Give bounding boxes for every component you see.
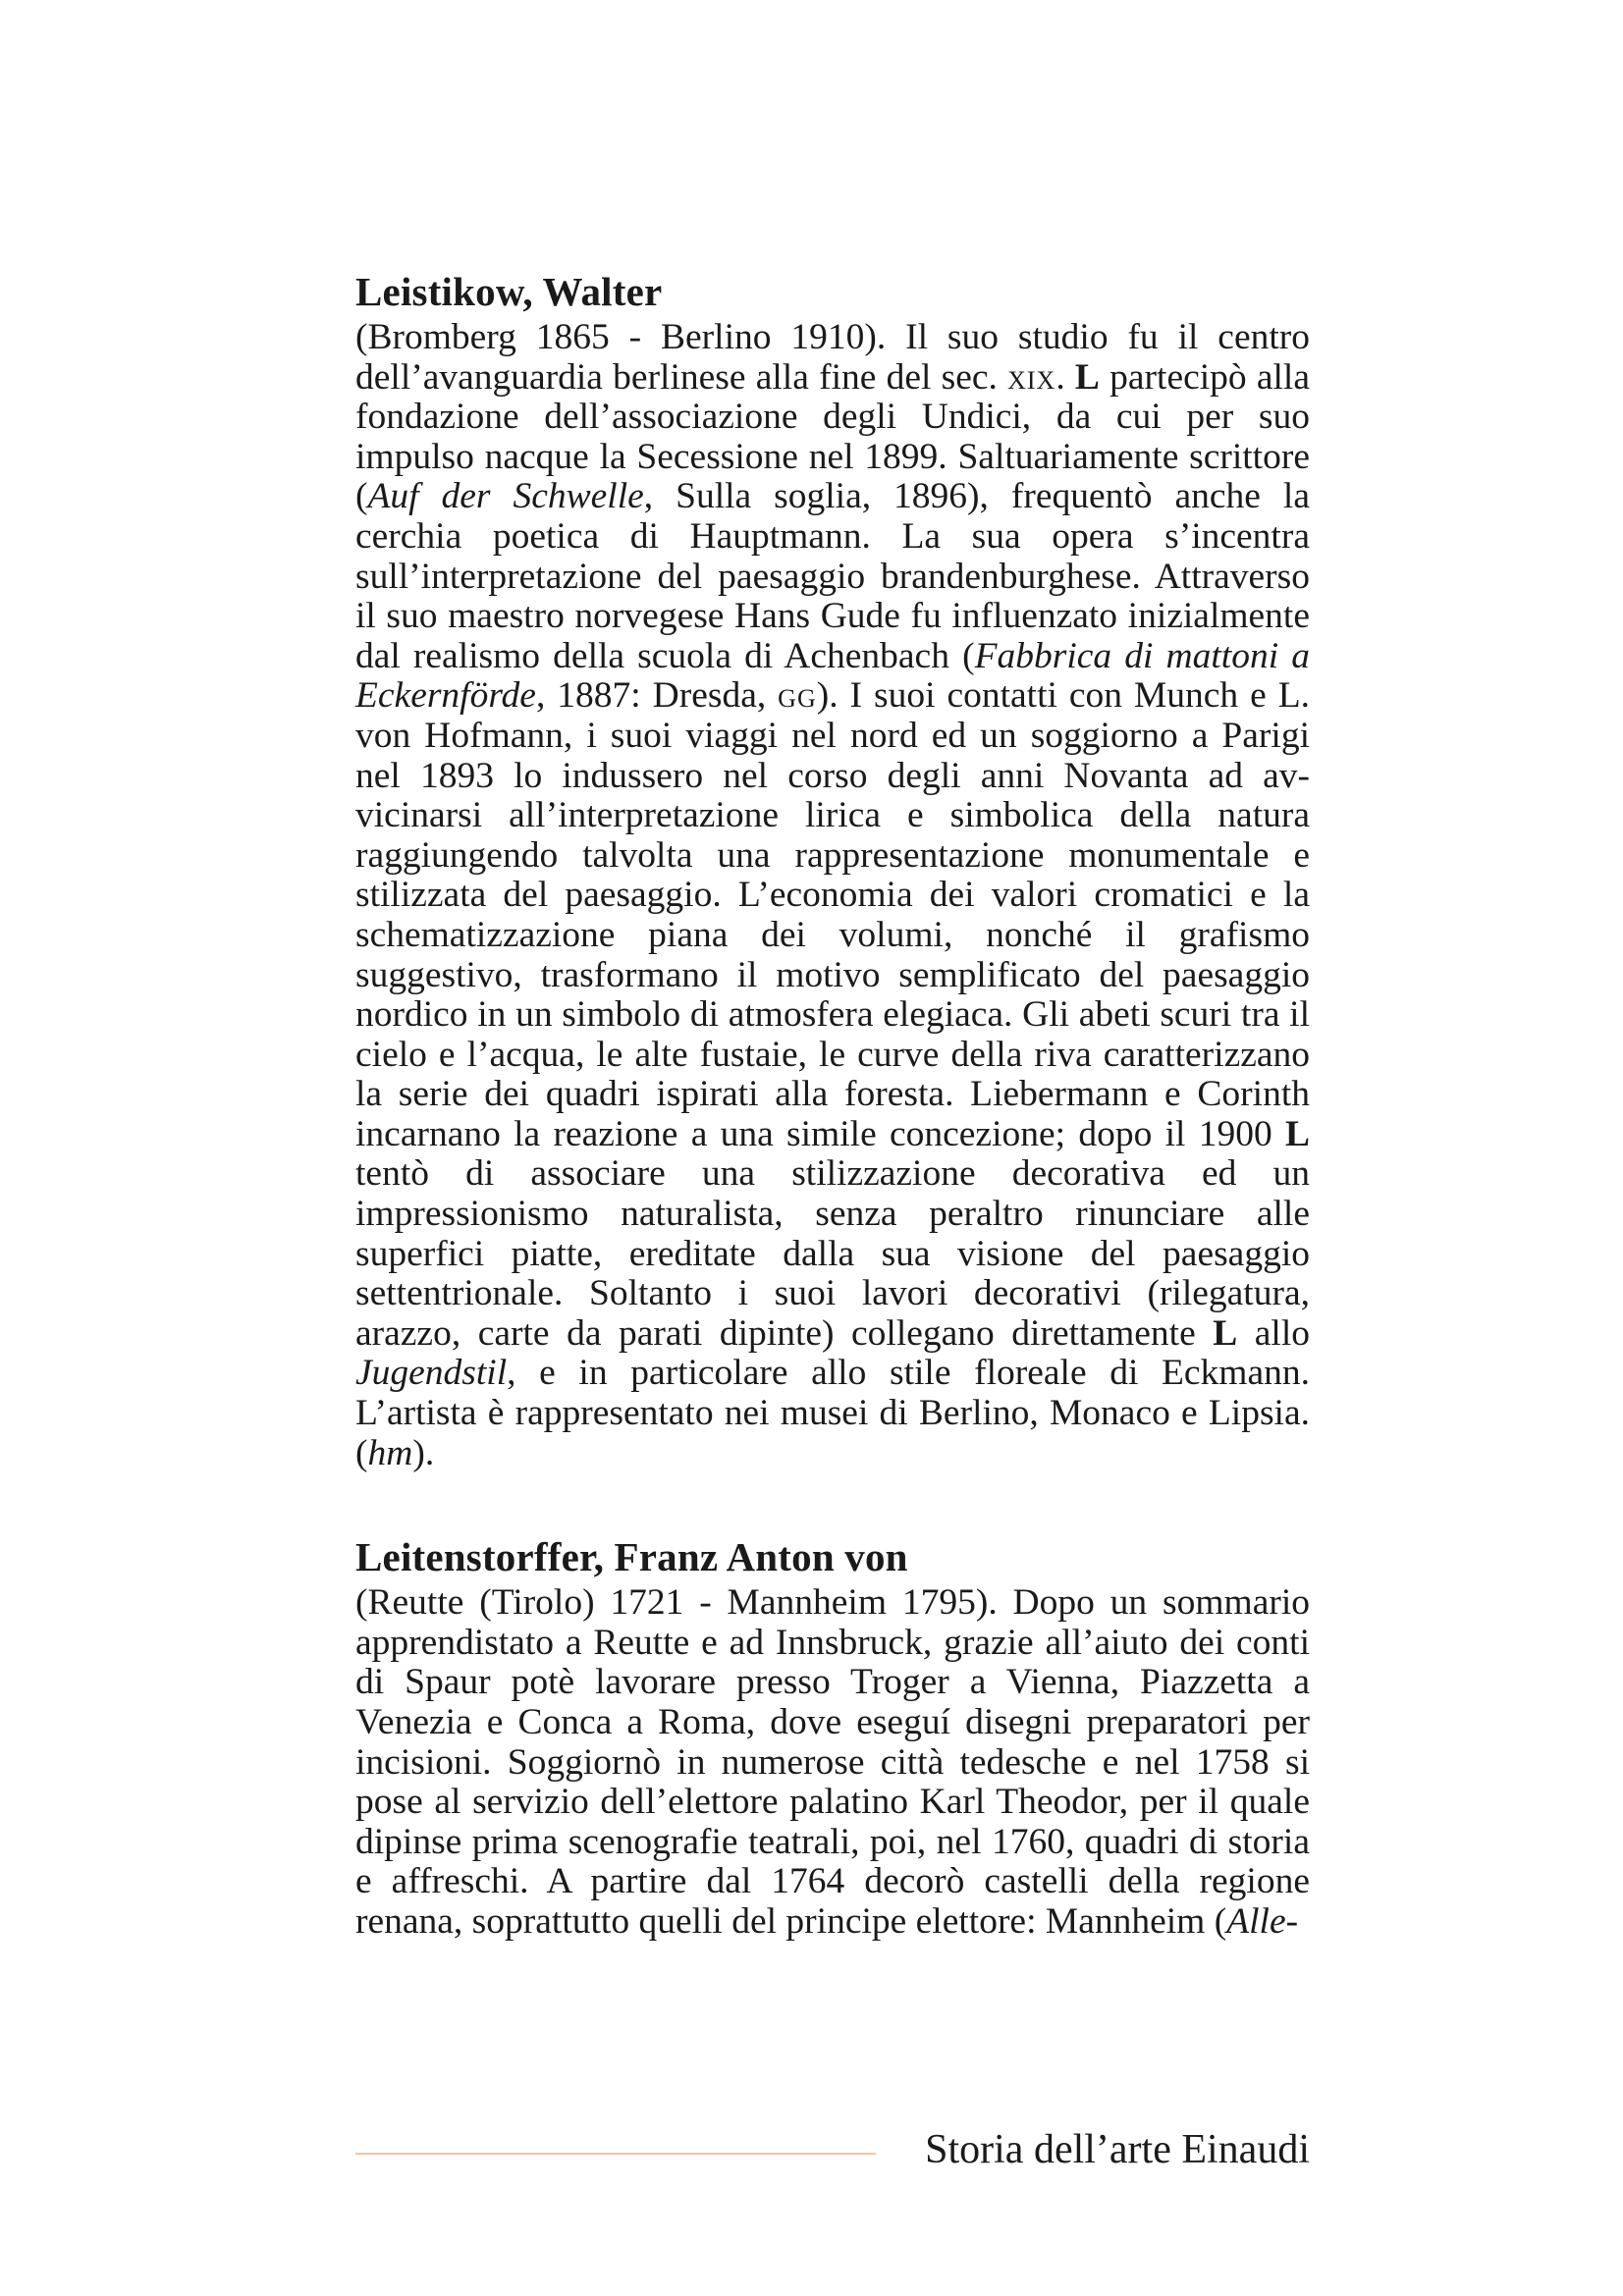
entry-body <box>355 318 1310 1473</box>
body-text: , 1887: Dresda, <box>535 675 779 717</box>
entry-initial: L <box>1213 1312 1238 1354</box>
italic-title: Jugendstil <box>355 1353 508 1394</box>
entry-title: Leitenstorffer, Franz Anton von <box>355 1534 908 1580</box>
page-footer <box>355 2120 1310 2179</box>
entry-initial: L <box>1074 356 1100 398</box>
italic-title: Auf der Schwelle <box>367 476 644 517</box>
body-text: ). <box>412 1432 435 1473</box>
italic-title: hm <box>367 1432 413 1473</box>
body-text: . <box>1055 356 1075 398</box>
body-text: ). I suoi contatti con Munch e L. von Hofmann, i suoi viaggi nel nord ed un soggiorno a Parigi nel 1893 lo indussero nel corso degli anni Novanta ad avvicinarsi all’interpretazione lirica e simbolica della natura raggiungendo talvolta una rappresentazione monumentale e stilizzata del paesaggio. L’economia dei valori cromatici e la schematizzazione piana dei volumi, nonché il grafismo suggestivo, trasformano il motivo semplificato del paesaggio nordico in un simbolo di atmosfera elegiaca. Gli abeti scuri tra il cielo e l’acqua, le alte fustaie, le curve della riva caratterizzano la serie dei quadri ispirati alla foresta. Liebermann e Corinth incarnano la reazione a una simile concezione; dopo il 1900 <box>355 675 1310 1154</box>
body-text: allo <box>1237 1312 1310 1354</box>
entry-body <box>355 1583 1310 1942</box>
entry-title: Leistikow, Walter <box>355 269 663 314</box>
body-text: (Bromberg 1865 - Berlino 1910). Il suo studio fu il centro dell’avanguardia berlinese alla fine del sec. <box>355 317 1310 398</box>
entry-leistikow <box>355 265 1310 1473</box>
small-caps-abbr: xix <box>1007 356 1056 398</box>
body-text: (Reutte (Tirolo) 1721 - Mannheim 1795). Dopo un sommario apprendistato a Reutte e ad Innsbruck, grazie all’aiuto dei conti di Spaur potè lavorare presso Troger a Vienna, Piazzetta a Venezia e Conca a Roma, dove eseguí disegni preparatori per incisioni. Soggiornò in numerose città tedesche e nel 1758 si pose al servizio dell’elettore palatino Karl Theodor, per il quale dipinse prima scenografie teatrali, poi, nel 1760, quadri di storia e affreschi. A partire dal 1764 decorò castelli della regione renana, soprattutto quelli del principe elettore: Mannheim ( <box>355 1582 1310 1942</box>
italic-title: Alle- <box>1226 1900 1299 1942</box>
small-caps-abbr: gg <box>778 675 817 717</box>
page-content <box>355 265 1310 1943</box>
entry-leitenstorffer <box>355 1530 1310 1942</box>
body-text: , Sulla soglia, 1896), frequentò anche la cerchia poetica di Hauptmann. La sua opera s’incentra sull’interpretazione del paesaggio brandenburghese. Attraverso il suo maestro norvegese Hans Gude fu influenzato inizialmente dal realismo della scuola di Achenbach ( <box>355 476 1310 676</box>
body-text: , e in particolare allo stile floreale di Eckmann. L’artista è rappresentato nei musei di Berlino, Monaco e Lipsia. ( <box>355 1353 1310 1473</box>
footer-rule <box>355 2153 876 2155</box>
entry-initial: L <box>1284 1113 1310 1154</box>
italic-title: Fabbrica di mattoni a Eckernförde <box>355 635 1310 717</box>
body-text: partecipò alla fondazione dell’associazione degli Undici, da cui per suo impulso nacque la Secessione nel 1899. Saltuariamente scrittore ( <box>355 356 1310 517</box>
body-text: tentò di associare una stilizzazione decorativa ed un impressionismo naturalista, senza peraltro rinunciare alle superfici piatte, ereditate dalla sua visione del paesaggio settentrionale. Soltanto i suoi lavori decorativi (rilegatura, arazzo, carte da parati dipinte) collegano direttamente <box>355 1153 1310 1354</box>
footer-publisher: Storia dell’arte Einaudi <box>925 2127 1310 2172</box>
